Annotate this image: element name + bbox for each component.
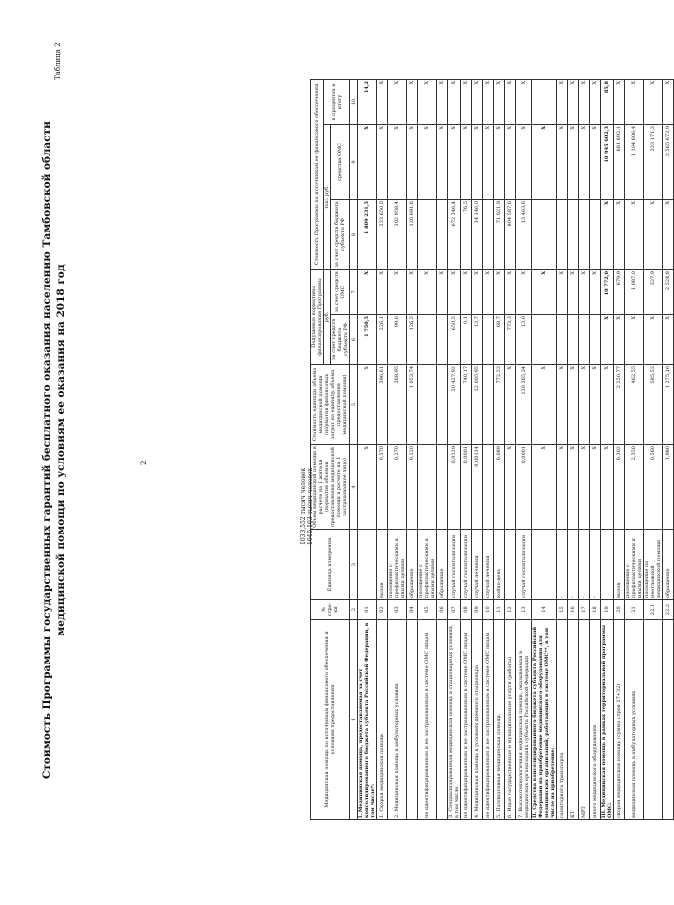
table-cell-cb [532, 200, 557, 270]
table-row [601, 79, 614, 819]
table-row [472, 79, 483, 819]
header-pc-budget: за счет средств бюджета субъекта РФ [331, 315, 350, 365]
table-cell-no: 21 [625, 600, 644, 620]
table-cell-pct: 14,2 [358, 79, 377, 124]
column-number: 8 [350, 200, 358, 270]
table-cell-no: 13 [516, 600, 532, 620]
header-col3: Единица измерения [311, 530, 350, 600]
table-cell-cb: Х [625, 200, 644, 270]
table-cell-cb [579, 200, 590, 270]
table-cell-pcb [557, 315, 568, 365]
table-cell-no: 12 [505, 600, 516, 620]
table-row [663, 79, 674, 819]
table-cell-cost: Х [601, 365, 614, 445]
population-line: 1045,103 тысяч человек [307, 467, 314, 545]
table-cell-pcb [418, 315, 437, 365]
table-cell-cb [437, 200, 448, 270]
table-cell-pcb [483, 315, 494, 365]
table-cell-pcb: 650,5 [448, 315, 461, 365]
table-cell-cost: Х [532, 365, 557, 445]
header-pc-oms: за счет средств ОМС [331, 270, 350, 315]
table-cell-name: МРТ [579, 620, 590, 820]
column-number: 4 [350, 445, 358, 530]
table-cell-no: 11 [494, 600, 505, 620]
table-cell-vol: 0,120 [407, 445, 418, 530]
table-cell-pct: Х [590, 79, 601, 124]
table-cell-name: КТ [568, 620, 579, 820]
table-cell-vol: Х [568, 445, 579, 530]
table-cell-pct: Х [568, 79, 579, 124]
table-cell-no: 18 [590, 600, 601, 620]
table-cell-cb: Х [614, 200, 625, 270]
table-cell-cost: Х [590, 365, 601, 445]
table-cell-pco: Х [557, 270, 568, 315]
table-cell-pcb [579, 315, 590, 365]
table-cell-vol: Х [557, 445, 568, 530]
table-cell-no: 15 [557, 600, 568, 620]
table-cell-vol: Х [590, 445, 601, 530]
table-cell-unit: посещение с профилактическими и иными целями [418, 530, 437, 600]
table-cell-name [437, 620, 448, 820]
table-cell-unit: посещение с профилактическими и иными целями [625, 530, 644, 600]
table-cell-cb: 102 958,4 [388, 200, 407, 270]
table-cell-cb: 672 346,4 [448, 200, 461, 270]
header-col2: № стро-ки [311, 600, 350, 620]
table-cell-vol: 0,570 [377, 445, 388, 530]
column-number: 5 [350, 365, 358, 445]
table-cell-pco: Х [448, 270, 461, 315]
table-cell-unit: посещение по неотложной медицинской помощи [644, 530, 663, 600]
table-cell-pct: Х [516, 79, 532, 124]
table-cell-no: 22.1 [644, 600, 663, 620]
table-cell-no: 14 [532, 600, 557, 620]
table-cell-pcb: Х [601, 315, 614, 365]
table-cell-unit: койко-день [494, 530, 505, 600]
column-number: 6 [350, 315, 358, 365]
table-cell-vol: 1,980 [663, 445, 674, 530]
table-cell-vol: Х [579, 445, 590, 530]
table-cell-vol: 0,560 [644, 445, 663, 530]
table-cell-name: 6. Иные государственные и муниципальные услуги (работы) [505, 620, 516, 820]
table-cell-co: Х [579, 125, 590, 200]
table-cell-co: 681 692,1 [614, 125, 625, 200]
table-cell-pct: Х [625, 79, 644, 124]
column-number: 1 [350, 620, 358, 820]
table-cell-name: 1. Скорая медицинская помощь [377, 620, 388, 820]
column-number: 7 [350, 270, 358, 315]
table-cell-pco: Х [388, 270, 407, 315]
table-cell-cost: 50 427,92 [448, 365, 461, 445]
table-cell-cost: 12 005,95 [472, 365, 483, 445]
table-cell-co: Х [483, 125, 494, 200]
header-cost: Стоимость Программы по источникам ее финансового обеспечения [311, 79, 324, 269]
table-cell-unit [358, 530, 377, 600]
table-cell-pct: Х [614, 79, 625, 124]
table-cell-pco: Х [358, 270, 377, 315]
table-cell-vol [483, 445, 494, 530]
table-cell-pco: 10 772,0 [601, 270, 614, 315]
table-cell-name: иного медицинского оборудования [590, 620, 601, 820]
table-cell-co: Х [505, 125, 516, 200]
table-cell-pco: Х [516, 270, 532, 315]
table-cell-cb: 13 463,6 [516, 200, 532, 270]
table-cell-co: 10 945 602,3 [601, 125, 614, 200]
table-cell-co: Х [377, 125, 388, 200]
table-cell-cb [568, 200, 579, 270]
table-cell-pcb [532, 315, 557, 365]
table-label: Таблица 2 [54, 42, 62, 80]
table-cell-unit: - [590, 530, 601, 600]
header-percapita-unit: руб. [324, 270, 331, 365]
table-cell-pct [532, 79, 557, 124]
table-cell-pcb: 126,5 [407, 315, 418, 365]
table-row [625, 79, 644, 819]
header-col5: Стоимость единицы объема медицинской помощи (норматив финансовых затрат на единицу объема предоставления медицинской помощи) [311, 365, 350, 445]
table-cell-pco: 2 524,8 [663, 270, 674, 315]
table-cell-no: 08 [461, 600, 472, 620]
table-row [590, 79, 601, 819]
table-cell-cb: 233 650,0 [377, 200, 388, 270]
table-cell-cost: 585,52 [644, 365, 663, 445]
table-row [614, 79, 625, 819]
table-cell-pct: Х [557, 79, 568, 124]
header-cost-oms: средства ОМС [331, 125, 350, 200]
table-row [516, 79, 532, 819]
table-cell-name: 7. Высокотехнологичная медицинская помощь, оказываемая в медицинских организациях субъекта Российской Федерации [516, 620, 532, 820]
column-number: 3 [350, 530, 358, 600]
table-row [461, 79, 472, 819]
table-cell-name: медицинская помощь в амбулаторных условиях [625, 620, 644, 820]
table-cell-pco: Х [437, 270, 448, 315]
table-cell-unit [532, 530, 557, 600]
table-cell-pcb [590, 315, 601, 365]
table-cell-no: 16 [568, 600, 579, 620]
table-row [494, 79, 505, 819]
table-cell-pct: Х [418, 79, 437, 124]
table-cell-unit: посещение с профилактическими и иными целями [388, 530, 407, 600]
table-cell-co: Х [472, 125, 483, 200]
table-row [377, 79, 388, 819]
table-cell-pcb: 226,1 [377, 315, 388, 365]
table-cell-unit: - [579, 530, 590, 600]
table-cell-unit: случай лечения [483, 530, 494, 600]
table-row [483, 79, 494, 819]
table-cell-pco: 327,9 [644, 270, 663, 315]
table-cell-vol: Х [532, 445, 557, 530]
table-cell-no: 06 [437, 600, 448, 620]
table-cell-cb: 804 587,6 [505, 200, 516, 270]
header-cost-pct: в процентах к итогу [324, 79, 350, 124]
table-cell-cb: 76,5 [461, 200, 472, 270]
table-cell-co: Х [418, 125, 437, 200]
table-cell-pco: Х [579, 270, 590, 315]
table-cell-unit: случай лечения [472, 530, 483, 600]
table-cell-pco: Х [472, 270, 483, 315]
column-numbers-row [350, 79, 358, 819]
table-cell-pct: Х [461, 79, 472, 124]
header-col4: Объем медицинской помощи в расчете на 1 жителя (норматив объемов предоставления медицинской помощи в расчете на 1 застрахованное лицо) [312, 446, 348, 528]
table-cell-pct: Х [663, 79, 674, 124]
table-cell-pco: Х [505, 270, 516, 315]
table-cell-unit: вызов [377, 530, 388, 600]
table-cell-name: I. Медицинская помощь, предоставляемая за счет консолидированного бюджета субъекта Российской Федерации, в том числе*: [358, 620, 377, 820]
table-cell-name: не идентифицированным и не застрахованным в системе ОМС лицам [461, 620, 472, 820]
table-cell-cb [483, 200, 494, 270]
table-cell-name: скорая медицинская помощь (сумма строк 27+32) [614, 620, 625, 820]
table-cell-unit: обращение [407, 530, 418, 600]
table-cell-co: Х [568, 125, 579, 200]
table-cell-pct: Х [407, 79, 418, 124]
table-cell-pct: Х [579, 79, 590, 124]
table-cell-cb: Х [663, 200, 674, 270]
table-cell-pco: Х [461, 270, 472, 315]
table-cell-cb [557, 200, 568, 270]
table-cell-vol: 0,270 [388, 445, 407, 530]
table-body [358, 79, 674, 819]
table-row [557, 79, 568, 819]
table-cell-unit: случай госпитализации [461, 530, 472, 600]
table-cell-pcb [568, 315, 579, 365]
table-cell-pcb: Х [663, 315, 674, 365]
table-cell-vol: 0,0001 [516, 445, 532, 530]
table-cell-vol: 2,350 [625, 445, 644, 530]
table-row [644, 79, 663, 819]
table-cell-cb: 14 146,0 [472, 200, 483, 270]
table-cell-cost: 462,55 [625, 365, 644, 445]
table-cell-name [663, 620, 674, 820]
table-cell-vol [418, 445, 437, 530]
table-cell-pcb: 99,6 [388, 315, 407, 365]
table-cell-pct: Х [377, 79, 388, 124]
table-row [418, 79, 437, 819]
table-cell-vol: Х [601, 445, 614, 530]
header-percapita: Подушевые нормативы финансирования Программы [311, 270, 324, 365]
table-cell-pcb: Х [644, 315, 663, 365]
table-cell-co: Х [448, 125, 461, 200]
table-cell-unit: случай госпитализации [516, 530, 532, 600]
column-number: 2 [350, 600, 358, 620]
table-cell-pco: 1 087,0 [625, 270, 644, 315]
table-row [358, 79, 377, 819]
table-cell-pcb: 0,1 [461, 315, 472, 365]
table-cell-vol [437, 445, 448, 530]
table-cell-pcb: Х [614, 315, 625, 365]
table-cell-co: 1 104 606,4 [625, 125, 644, 200]
table-cell-pcb [437, 315, 448, 365]
table-cell-co: Х [461, 125, 472, 200]
column-number: 10 [350, 79, 358, 124]
table-cell-pcb: Х [625, 315, 644, 365]
table-row [448, 79, 461, 819]
table-cell-no: 19 [601, 600, 614, 620]
table-cell-pco: Х [418, 270, 437, 315]
table-cell-no: 05 [418, 600, 437, 620]
table-cell-cb [418, 200, 437, 270]
table-cell-name: 3. Специализированная медицинская помощь в стационарных условиях, в том числе [448, 620, 461, 820]
table-cell-cost: Х [568, 365, 579, 445]
cost-table [310, 79, 674, 820]
table-cell-vol: Х [358, 445, 377, 530]
table-cell-vol: Х [505, 445, 516, 530]
table-cell-no: 02 [377, 600, 388, 620]
table-row [579, 79, 590, 819]
column-number: 9 [350, 125, 358, 200]
table-cell-unit: обращение [437, 530, 448, 600]
table-cell-cb: 71 021,9 [494, 200, 505, 270]
table-cell-cb: 1 809 231,5 [358, 200, 377, 270]
table-cell-pct: Х [437, 79, 448, 124]
table-cell-cb: Х [601, 200, 614, 270]
table-cell-pct: Х [472, 79, 483, 124]
table-cell-pco: Х [483, 270, 494, 315]
table-cell-cost [437, 365, 448, 445]
table-cell-no: 03 [388, 600, 407, 620]
table-cell-unit: вызов [614, 530, 625, 600]
table-cell-cost: Х [557, 365, 568, 445]
table-cell-pco: Х [494, 270, 505, 315]
table-cell-no: 01 [358, 600, 377, 620]
table-cell-no: 17 [579, 600, 590, 620]
table-cell-pct: Х [505, 79, 516, 124]
table-cell-name: III. Медицинская помощь в рамках территориальной программы ОМС: [601, 620, 614, 820]
table-cell-co: 2 565 673,9 [663, 125, 674, 200]
table-cell-co: Х [407, 125, 418, 200]
table-cell-no: 22.2 [663, 600, 674, 620]
table-cell-unit: случай госпитализации [448, 530, 461, 600]
table-cell-co: Х [516, 125, 532, 200]
table-cell-no: 09 [472, 600, 483, 620]
table-cell-co: Х [532, 125, 557, 200]
table-cell-name: 4. Медицинская помощь в условиях дневного стационара [472, 620, 483, 820]
table-cell-name: не идентифицированным и не застрахованным в системе ОМС лицам [483, 620, 494, 820]
table-cell-no: 10 [483, 600, 494, 620]
table-cell-unit [601, 530, 614, 600]
table-cell-cost: 368,95 [388, 365, 407, 445]
table-cell-cost: 396,61 [377, 365, 388, 445]
table-cell-name: 5. Паллиативная медицинская помощь [494, 620, 505, 820]
table-cell-pct: Х [644, 79, 663, 124]
table-cell-pco: Х [377, 270, 388, 315]
table-cell-co: Х [557, 125, 568, 200]
table-cell-cb: Х [644, 200, 663, 270]
header-cost-budget: за счет средств бюджета субъекта РФ [331, 200, 350, 270]
table-cell-pcb: 1 750,5 [358, 315, 377, 365]
table-cell-co: Х [358, 125, 377, 200]
table-row [437, 79, 448, 819]
table-cell-pcb: 13,0 [516, 315, 532, 365]
table-row [407, 79, 418, 819]
table-cell-pcb: 773,3 [505, 315, 516, 365]
document-title: Стоимость Программы государственных гарантий бесплатного оказания населению Тамбовской области медицинской помощи по условиям ее оказания на 2018 год [41, 121, 67, 779]
table-cell-unit [505, 530, 516, 600]
table-cell-cost: 772,22 [494, 365, 505, 445]
table-cell-cost [483, 365, 494, 445]
table-cell-cost: 2 250,77 [614, 365, 625, 445]
table-cell-pct: 85,8 [601, 79, 614, 124]
page-number: 2 [140, 460, 148, 465]
table-cell-cb: 130 691,6 [407, 200, 418, 270]
table-cell-cost: 1 275,16 [663, 365, 674, 445]
table-cell-name: 2. Медицинская помощь в амбулаторных условиях [388, 620, 407, 820]
table-cell-co: Х [388, 125, 407, 200]
table-cell-pco: 679,9 [614, 270, 625, 315]
table-cell-pco: Х [590, 270, 601, 315]
table-cell-unit: обращение [663, 530, 674, 600]
table-cell-pct: Х [448, 79, 461, 124]
table-cell-pco: Х [568, 270, 579, 315]
header-cost-unit: тыс. руб. [324, 125, 331, 270]
table-cell-pct: Х [388, 79, 407, 124]
table-cell-cost: Х [505, 365, 516, 445]
table-cell-name: санитарного транспорта [557, 620, 568, 820]
table-cell-cost: 130 265,34 [516, 365, 532, 445]
table-row [388, 79, 407, 819]
table-cell-name: II. Средства консолидированного бюджета субъекта Российской Федерации на приобретение медицинского оборудования для медицинских организаций, работающих в системе ОМС**, в том числе на приобретение: [532, 620, 557, 820]
table-cell-unit: - [568, 530, 579, 600]
table-cell-vol: 0,0129 [448, 445, 461, 530]
table-cell-cost: Х [579, 365, 590, 445]
table-cell-pco: Х [407, 270, 418, 315]
table-cell-no: 20 [614, 600, 625, 620]
header-col1: Медицинская помощь по источникам финансового обеспечения и условиям предоставления [311, 620, 350, 820]
table-cell-name [644, 620, 663, 820]
table-cell-no: 07 [448, 600, 461, 620]
table-cell-no: 04 [407, 600, 418, 620]
table-cell-pct: Х [483, 79, 494, 124]
table-cell-vol: 0,302 [614, 445, 625, 530]
table-cell-pcb: 13,7 [472, 315, 483, 365]
table-cell-cost [418, 365, 437, 445]
table-cell-name: не идентифицированным и не застрахованным в системе ОМС лицам [418, 620, 437, 820]
table-cell-vol: 0,0001 [461, 445, 472, 530]
table-row [505, 79, 516, 819]
table-row [568, 79, 579, 819]
table-row [532, 79, 557, 819]
table-cell-cost: 740,17 [461, 365, 472, 445]
table-cell-pct: Х [494, 79, 505, 124]
table-cell-pcb: 68,7 [494, 315, 505, 365]
table-cell-co: Х [494, 125, 505, 200]
table-cell-co: 333 171,3 [644, 125, 663, 200]
table-cell-vol: 0,00114 [472, 445, 483, 530]
table-cell-name [407, 620, 418, 820]
table-cell-cost: 1 053,74 [407, 365, 418, 445]
table-cell-co: Х [437, 125, 448, 200]
table-cell-cost: Х [358, 365, 377, 445]
table-cell-unit: - [557, 530, 568, 600]
table-cell-cb [590, 200, 601, 270]
table-cell-pco: Х [532, 270, 557, 315]
table-cell-vol: 0,089 [494, 445, 505, 530]
table-cell-co: Х [590, 125, 601, 200]
population-line: 1033,552 тысяч человек [300, 467, 307, 545]
